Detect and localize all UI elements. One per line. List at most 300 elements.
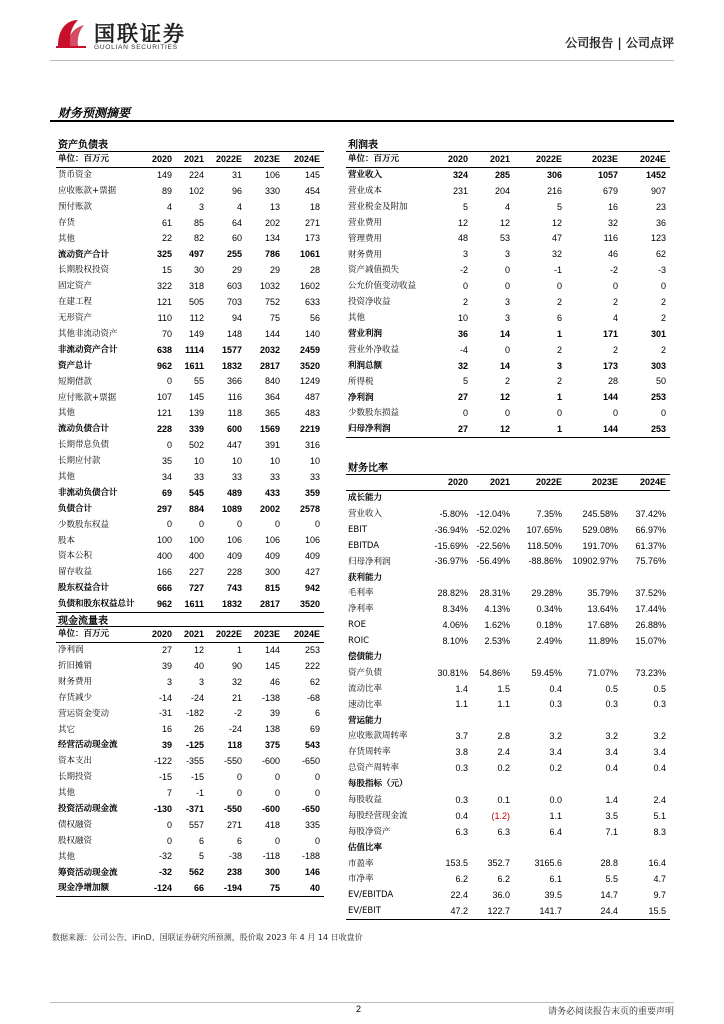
- table-row: [346, 263, 670, 279]
- year-column-header: 2020: [144, 152, 176, 168]
- cell-value: 202: [264, 217, 280, 228]
- row-label: 归母净利润: [348, 556, 391, 567]
- cell-value: 59.45%: [531, 667, 562, 678]
- row-label: 应付账款+票据: [58, 392, 117, 403]
- table-row: [346, 761, 670, 777]
- cell-value: 1.1: [549, 810, 562, 821]
- cell-value: 60: [231, 233, 242, 244]
- cell-value: 2459: [299, 344, 320, 355]
- cell-value: 40: [309, 882, 320, 893]
- cell-value: 2: [556, 296, 562, 307]
- cell-value: 489: [226, 487, 242, 498]
- cell-value: -24: [190, 692, 204, 703]
- cell-value: 144: [264, 328, 280, 339]
- row-label: 其它: [58, 724, 76, 735]
- cell-value: 0: [660, 281, 666, 292]
- cell-value: 3520: [299, 360, 320, 371]
- row-label: 应收账款+票据: [58, 185, 117, 196]
- cell-value: 3: [462, 249, 468, 260]
- year-column-header: 2024E: [284, 627, 324, 643]
- cell-value: 427: [304, 567, 320, 578]
- cell-value: 118.50%: [527, 540, 562, 551]
- cell-value: -24: [228, 724, 242, 735]
- row-label: 流动资产合计: [58, 249, 110, 260]
- cell-value: 75: [269, 312, 280, 323]
- table-row: [56, 754, 324, 770]
- row-label: 速动比率: [348, 699, 383, 710]
- cell-value: 47.2: [450, 905, 468, 916]
- cell-value: 116: [603, 233, 618, 244]
- cell-value: 6.2: [497, 874, 510, 885]
- cell-value: 300: [264, 567, 280, 578]
- year-column-header: 2023E: [566, 152, 622, 168]
- cell-value: 359: [304, 487, 320, 498]
- cell-value: -550: [223, 803, 242, 814]
- cell-value: 5.1: [653, 810, 666, 821]
- cell-value: [514, 570, 566, 586]
- cell-value: 3.2: [605, 731, 618, 742]
- cell-value: 173: [602, 360, 618, 371]
- cell-value: 316: [304, 439, 320, 450]
- table-row: [56, 849, 324, 865]
- cell-value: 18: [309, 201, 320, 212]
- cell-value: 0: [236, 519, 242, 530]
- cell-value: 55: [193, 376, 204, 387]
- table-row: [56, 674, 324, 690]
- cell-value: -124: [153, 882, 172, 893]
- cell-value: 0.2: [549, 762, 562, 773]
- cell-value: 118: [227, 408, 242, 419]
- cell-value: 15.5: [648, 905, 666, 916]
- cell-value: 69: [161, 487, 172, 498]
- table-row: [346, 183, 670, 199]
- cell-value: 33: [269, 471, 280, 482]
- cell-value: 318: [188, 281, 204, 292]
- cell-value: -2: [233, 708, 242, 719]
- cell-value: 0: [504, 265, 510, 276]
- cell-value: 364: [264, 392, 280, 403]
- cell-value: -15.69%: [434, 540, 468, 551]
- cell-value: 0: [274, 519, 280, 530]
- cell-value: [432, 649, 472, 665]
- cell-value: 502: [188, 439, 204, 450]
- cell-value: 0.5: [605, 683, 618, 694]
- cell-value: 7: [166, 787, 172, 798]
- row-label: 其他: [348, 313, 366, 324]
- cell-value: 0: [612, 408, 618, 419]
- logo-english-name: GUOLIAN SECURITIES: [94, 44, 178, 51]
- cell-value: 285: [494, 170, 510, 181]
- cell-value: 166: [156, 567, 172, 578]
- table-row: [346, 888, 670, 904]
- page-number: 2: [356, 1004, 362, 1014]
- cell-value: [622, 649, 670, 665]
- row-label: 非流动负债合计: [58, 487, 118, 498]
- cell-value: 3: [504, 249, 510, 260]
- cell-value: 0.4: [455, 810, 468, 821]
- row-label: 净利润: [348, 392, 374, 403]
- table-row: [56, 501, 324, 517]
- cell-value: 54.86%: [479, 667, 510, 678]
- year-column-header: 2022E: [514, 152, 566, 168]
- cell-value: 116: [227, 392, 242, 403]
- table-row: [346, 506, 670, 522]
- table-row: [56, 247, 324, 263]
- row-label: 财务费用: [348, 249, 383, 260]
- cell-value: 5: [556, 201, 562, 212]
- cell-value: 365: [264, 408, 280, 419]
- cell-value: 2.4: [497, 747, 510, 758]
- cell-value: 0: [462, 408, 468, 419]
- balance-sheet-title: 资产负债表: [58, 140, 108, 151]
- table-row: [56, 279, 324, 295]
- cell-value: 271: [304, 217, 320, 228]
- report-type-label: 公司报告 | 公司点评: [565, 36, 674, 50]
- row-label: 利润总额: [348, 360, 383, 371]
- cell-value: -14: [158, 692, 172, 703]
- row-label: 净利率: [348, 604, 374, 615]
- row-label: 归母净利润: [348, 424, 391, 435]
- cell-value: 2.53%: [484, 635, 510, 646]
- cell-value: 1.5: [497, 683, 510, 694]
- table-row: [56, 310, 324, 326]
- cell-value: -355: [185, 756, 204, 767]
- cell-value: [514, 713, 566, 729]
- cell-value: 23: [655, 201, 666, 212]
- cell-value: 7.35%: [536, 508, 562, 519]
- cell-value: 2.8: [497, 731, 510, 742]
- cell-value: 6.4: [549, 826, 562, 837]
- cell-value: 34: [161, 471, 172, 482]
- row-label: 其他: [58, 233, 76, 244]
- cell-value: 907: [650, 185, 666, 196]
- cell-value: 0: [166, 835, 172, 846]
- cell-value: 301: [650, 328, 666, 339]
- category-row: [346, 776, 670, 792]
- cell-value: 1452: [645, 170, 666, 181]
- cell-value: 62: [655, 249, 666, 260]
- cell-value: 3.5: [605, 810, 618, 821]
- table-row: [346, 554, 670, 570]
- table-row: [56, 801, 324, 817]
- row-label: 流动比率: [348, 683, 383, 694]
- cell-value: 942: [304, 582, 320, 593]
- year-column-header: 2023E: [246, 152, 284, 168]
- row-label: 固定资产: [58, 281, 93, 292]
- cell-value: 2: [556, 376, 562, 387]
- cell-value: 12: [457, 217, 468, 228]
- table-row: [56, 453, 324, 469]
- row-label: 成长能力: [348, 493, 383, 504]
- year-column-header: 2024E: [622, 475, 670, 491]
- cell-value: [472, 840, 514, 856]
- cell-value: 1832: [221, 360, 242, 371]
- cell-value: 840: [264, 376, 280, 387]
- cell-value: 144: [602, 423, 618, 434]
- table-row: [56, 642, 324, 658]
- table-row: [56, 738, 324, 754]
- cell-value: 61.37%: [635, 540, 666, 551]
- cell-value: -550: [223, 756, 242, 767]
- cell-value: 39: [161, 660, 172, 671]
- cell-value: -118: [262, 851, 280, 862]
- cell-value: 3.4: [605, 747, 618, 758]
- row-label: 经营活动现金流: [58, 740, 118, 751]
- row-label: 短期借款: [58, 376, 93, 387]
- cell-value: 2: [556, 344, 562, 355]
- row-label: 营业收入: [348, 170, 383, 181]
- cell-value: -22.56%: [476, 540, 510, 551]
- cell-value: 400: [156, 551, 172, 562]
- cell-value: 4.13%: [484, 604, 510, 615]
- cell-value: 703: [226, 296, 242, 307]
- cell-value: 40: [193, 660, 204, 671]
- cell-value: 0: [274, 771, 280, 782]
- cell-value: -371: [185, 803, 204, 814]
- cell-value: 271: [226, 819, 242, 830]
- cell-value: -15: [190, 771, 204, 782]
- cell-value: 562: [188, 867, 204, 878]
- cell-value: 253: [304, 645, 320, 656]
- table-row: [346, 295, 670, 311]
- cell-value: 543: [304, 740, 320, 751]
- cell-value: 227: [188, 567, 204, 578]
- cell-value: 4: [504, 201, 510, 212]
- table-row: [56, 881, 324, 897]
- table-row: [56, 231, 324, 247]
- cell-value: -38: [228, 851, 242, 862]
- cell-value: 22.4: [450, 890, 468, 901]
- unit-label: 单位：百万元: [56, 152, 144, 168]
- row-label: 存货周转率: [348, 747, 391, 758]
- cell-value: 70: [161, 328, 172, 339]
- table-row: [56, 263, 324, 279]
- cell-value: 418: [264, 819, 280, 830]
- cell-value: 12: [499, 217, 510, 228]
- cell-value: -2: [459, 265, 468, 276]
- cell-value: 1: [556, 328, 562, 339]
- cell-value: 90: [231, 660, 242, 671]
- year-column-header: 2020: [432, 475, 472, 491]
- cell-value: 2: [612, 344, 618, 355]
- table-row: [346, 681, 670, 697]
- cell-value: 2: [660, 312, 666, 323]
- cell-value: 391: [264, 439, 280, 450]
- cell-value: 15.07%: [635, 635, 666, 646]
- cell-value: [472, 490, 514, 506]
- cell-value: -32: [158, 867, 172, 878]
- cell-value: 1.1: [455, 699, 468, 710]
- row-label: 财务费用: [58, 676, 93, 687]
- unit-label: [346, 475, 432, 491]
- cell-value: 37.42%: [635, 508, 666, 519]
- cell-value: 36.0: [492, 890, 510, 901]
- year-column-header: 2021: [176, 152, 208, 168]
- cell-value: 0: [166, 519, 172, 530]
- cell-value: 12: [499, 423, 510, 434]
- cell-value: 545: [188, 487, 204, 498]
- cell-value: 1: [556, 423, 562, 434]
- cell-value: 447: [226, 439, 242, 450]
- cell-value: 6.2: [455, 874, 468, 885]
- table-row: [346, 342, 670, 358]
- row-label: 营业费用: [348, 217, 383, 228]
- cell-value: 13: [269, 201, 280, 212]
- cell-value: -36.94%: [434, 524, 468, 535]
- cell-value: 0: [556, 281, 562, 292]
- cell-value: 1089: [221, 503, 242, 514]
- table-row: [346, 745, 670, 761]
- table-row: [56, 374, 324, 390]
- cell-value: 144: [602, 392, 618, 403]
- cell-value: 50: [655, 376, 666, 387]
- year-column-header: 2022E: [208, 627, 246, 643]
- cell-value: 300: [264, 867, 280, 878]
- unit-label: 单位：百万元: [346, 152, 432, 168]
- cell-value: 141.7: [539, 905, 562, 916]
- cell-value: 106: [226, 535, 242, 546]
- cell-value: 2817: [259, 598, 280, 609]
- cell-value: 322: [156, 281, 172, 292]
- cell-value: 107.65%: [526, 524, 562, 535]
- table-row: [56, 215, 324, 231]
- cell-value: 324: [452, 170, 468, 181]
- table-row: [346, 247, 670, 263]
- cell-value: 224: [188, 170, 204, 181]
- cell-value: 30.81%: [437, 667, 468, 678]
- table-row: [56, 438, 324, 454]
- cell-value: 121: [156, 408, 172, 419]
- cell-value: 483: [304, 408, 320, 419]
- cell-value: -188: [301, 851, 320, 862]
- cell-value: 2.49%: [536, 635, 562, 646]
- cell-value: 4: [612, 312, 618, 323]
- year-column-header: 2021: [472, 475, 514, 491]
- cell-value: [514, 490, 566, 506]
- cell-value: 46: [607, 249, 618, 260]
- logo-wordmark: 国联证券: [94, 22, 186, 46]
- cell-value: 505: [188, 296, 204, 307]
- cell-value: 149: [188, 328, 204, 339]
- cell-value: 255: [226, 249, 242, 260]
- cell-value: 0: [504, 408, 510, 419]
- table-row: [56, 517, 324, 533]
- table-row: [346, 522, 670, 538]
- table-header-row: [346, 475, 670, 491]
- cell-value: 600: [226, 424, 242, 435]
- cell-value: 0.3: [455, 794, 468, 805]
- cell-value: 96: [231, 185, 242, 196]
- row-label: 每股收益: [348, 795, 383, 805]
- cell-value: 39: [269, 708, 280, 719]
- cell-value: -88.86%: [528, 556, 562, 567]
- cell-value: 106: [304, 535, 320, 546]
- cell-value: 13.64%: [587, 604, 618, 615]
- table-row: [346, 538, 670, 554]
- cell-value: 14.7: [600, 890, 618, 901]
- cell-value: 14: [499, 328, 510, 339]
- cell-value: 1249: [299, 376, 320, 387]
- table-row: [346, 633, 670, 649]
- cell-value: -182: [185, 708, 204, 719]
- cash-flow-title: 现金流量表: [58, 616, 108, 627]
- table-row: [56, 422, 324, 438]
- cell-value: 140: [304, 328, 320, 339]
- row-label: 股东权益合计: [58, 583, 110, 594]
- cell-value: 39.5: [544, 890, 562, 901]
- cell-value: [566, 570, 622, 586]
- cell-value: -36.97%: [434, 556, 468, 567]
- row-label: 资产减值损失: [348, 265, 400, 276]
- cell-value: 0: [274, 787, 280, 798]
- cell-value: 2.4: [653, 794, 666, 805]
- cell-value: 28.8: [600, 858, 618, 869]
- cell-value: 2: [612, 296, 618, 307]
- cell-value: 89: [161, 185, 172, 196]
- cell-value: 3: [556, 360, 562, 371]
- row-label: 营运资金变动: [58, 708, 110, 719]
- cell-value: 2: [660, 296, 666, 307]
- cell-value: 2: [462, 296, 468, 307]
- cell-value: 144: [264, 645, 280, 656]
- cell-value: 149: [156, 170, 172, 181]
- row-label: 投资活动现金流: [58, 803, 118, 814]
- cell-value: 5: [462, 201, 468, 212]
- cell-value: -600: [261, 756, 280, 767]
- cell-value: 253: [650, 423, 666, 434]
- table-row: [346, 279, 670, 295]
- cell-value: [432, 713, 472, 729]
- table-header-row: [56, 152, 324, 168]
- cell-value: 75: [269, 882, 280, 893]
- year-column-header: 2022E: [514, 475, 566, 491]
- cell-value: [514, 840, 566, 856]
- ratios-title: 财务比率: [348, 463, 388, 474]
- cell-value: 6.1: [549, 874, 562, 885]
- cell-value: 1611: [184, 360, 204, 371]
- cell-value: 815: [264, 582, 280, 593]
- cell-value: 375: [264, 740, 280, 751]
- cell-value: 0.4: [549, 683, 562, 694]
- cell-value: 4.7: [653, 874, 666, 885]
- cell-value: 26: [193, 724, 204, 735]
- footer-divider: [50, 1002, 674, 1003]
- table-row: [56, 358, 324, 374]
- row-label: EBIT: [348, 524, 367, 535]
- cell-value: 6: [236, 835, 242, 846]
- year-column-header: 2024E: [284, 152, 324, 168]
- row-label: 货币资金: [58, 170, 93, 181]
- cell-value: 0.3: [653, 699, 666, 710]
- cell-value: 27: [457, 392, 468, 403]
- year-column-header: 2023E: [246, 627, 284, 643]
- cell-value: [622, 776, 670, 792]
- table-row: [346, 374, 670, 390]
- cell-value: 3: [504, 312, 510, 323]
- row-label: 每股指标（元）: [348, 779, 408, 790]
- cell-value: 557: [188, 819, 204, 830]
- cell-value: 0: [236, 787, 242, 798]
- cell-value: 75.76%: [635, 556, 666, 567]
- cell-value: 32: [457, 360, 468, 371]
- row-label: 现金净增加额: [58, 883, 110, 894]
- cell-value: 8.34%: [442, 604, 468, 615]
- cell-value: 0.34%: [536, 604, 562, 615]
- cell-value: [566, 490, 622, 506]
- cell-value: [472, 570, 514, 586]
- cell-value: 134: [264, 233, 280, 244]
- row-label: 资本支出: [58, 756, 93, 767]
